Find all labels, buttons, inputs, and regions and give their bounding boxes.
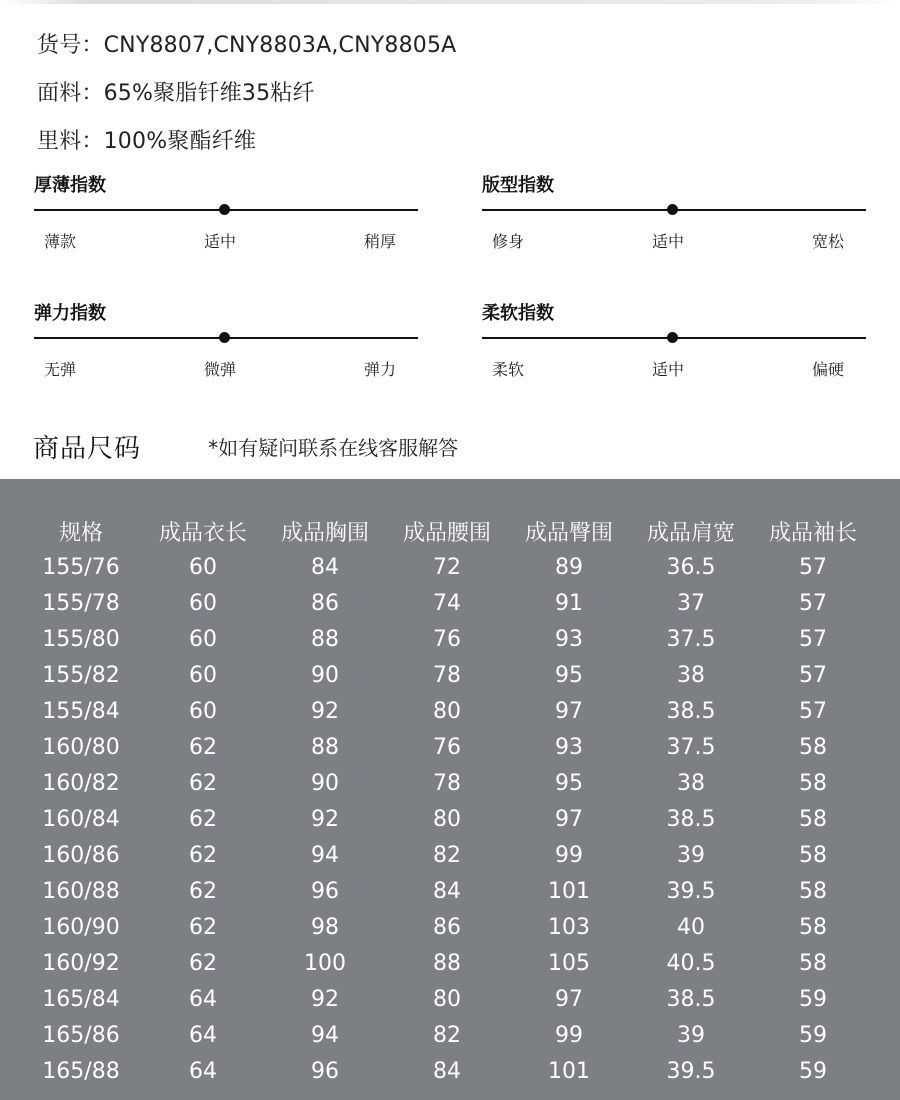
table-cell: 88	[311, 734, 339, 760]
table-cell: 58	[799, 806, 827, 832]
index-marker	[667, 204, 678, 215]
table-cell: 58	[799, 914, 827, 940]
table-cell: 62	[189, 842, 217, 868]
table-cell: 91	[555, 590, 583, 616]
table-cell: 64	[189, 1058, 217, 1084]
index-label-mid: 适中	[652, 232, 685, 251]
table-cell: 57	[799, 590, 827, 616]
size-chart-header	[33, 428, 458, 465]
table-cell: 60	[189, 662, 217, 688]
table-cell: 103	[548, 914, 590, 940]
table-cell: 80	[433, 806, 461, 832]
size-table-panel	[0, 479, 900, 1100]
table-cell: 58	[799, 950, 827, 976]
table-cell: 93	[555, 734, 583, 760]
table-cell: 92	[311, 698, 339, 724]
table-cell: 84	[311, 554, 339, 580]
table-cell: 93	[555, 626, 583, 652]
index-label-right: 偏硬	[812, 360, 845, 379]
table-cell: 155/76	[42, 554, 120, 580]
size-table-header-cell: 成品胸围	[280, 520, 369, 546]
table-cell: 58	[799, 842, 827, 868]
table-cell: 58	[799, 878, 827, 904]
table-cell: 82	[433, 1022, 461, 1048]
index-title: 版型指数	[482, 175, 554, 196]
table-cell: 62	[189, 914, 217, 940]
table-cell: 60	[189, 698, 217, 724]
table-cell: 57	[799, 554, 827, 580]
size-table-header-cell: 成品臀围	[524, 520, 613, 546]
table-cell: 62	[189, 806, 217, 832]
table-cell: 165/86	[42, 1022, 120, 1048]
table-cell: 160/86	[42, 842, 120, 868]
index-label-right: 宽松	[812, 232, 845, 251]
table-cell: 95	[555, 770, 583, 796]
table-cell: 64	[189, 1022, 217, 1048]
table-cell: 155/78	[42, 590, 120, 616]
table-cell: 160/88	[42, 878, 120, 904]
table-cell: 58	[799, 734, 827, 760]
table-cell: 60	[189, 626, 217, 652]
table-cell: 62	[189, 734, 217, 760]
table-cell: 84	[433, 878, 461, 904]
size-table	[20, 513, 874, 1089]
table-row	[20, 873, 874, 909]
table-cell: 165/84	[42, 986, 120, 1012]
table-cell: 62	[189, 878, 217, 904]
index-title: 弹力指数	[34, 303, 106, 324]
table-cell: 97	[555, 986, 583, 1012]
table-row	[20, 837, 874, 873]
table-row	[20, 1017, 874, 1053]
table-cell: 60	[189, 554, 217, 580]
table-cell: 76	[433, 626, 461, 652]
table-cell: 38	[677, 662, 705, 688]
table-cell: 40.5	[666, 950, 716, 976]
table-cell: 92	[311, 806, 339, 832]
table-row	[20, 945, 874, 981]
table-cell: 101	[548, 1058, 590, 1084]
index-label-left: 无弹	[44, 360, 77, 379]
table-cell: 39	[677, 1022, 705, 1048]
table-row	[20, 729, 874, 765]
table-cell: 38.5	[666, 698, 716, 724]
softness-index	[482, 299, 868, 389]
table-cell: 59	[799, 1022, 827, 1048]
table-row	[20, 765, 874, 801]
table-cell: 90	[311, 662, 339, 688]
table-cell: 160/90	[42, 914, 120, 940]
table-cell: 38.5	[666, 806, 716, 832]
table-cell: 39.5	[666, 1058, 716, 1084]
table-cell: 78	[433, 662, 461, 688]
table-cell: 96	[311, 1058, 339, 1084]
table-cell: 39.5	[666, 878, 716, 904]
index-label-mid: 适中	[204, 232, 237, 251]
table-cell: 89	[555, 554, 583, 580]
lining-composition: 里料：100%聚酯纤维	[37, 129, 257, 154]
table-cell: 62	[189, 770, 217, 796]
table-cell: 88	[311, 626, 339, 652]
table-cell: 37.5	[666, 734, 716, 760]
table-cell: 80	[433, 986, 461, 1012]
index-label-left: 薄款	[44, 232, 77, 251]
table-cell: 62	[189, 950, 217, 976]
table-cell: 97	[555, 806, 583, 832]
table-cell: 57	[799, 626, 827, 652]
top-divider	[0, 0, 900, 4]
index-title: 厚薄指数	[34, 175, 106, 196]
table-row	[20, 909, 874, 945]
table-row	[20, 657, 874, 693]
table-cell: 88	[433, 950, 461, 976]
table-cell: 64	[189, 986, 217, 1012]
table-cell: 105	[548, 950, 590, 976]
index-label-left: 修身	[492, 232, 525, 251]
fabric-composition: 面料：65%聚脂钎维35粘纤	[37, 81, 315, 106]
table-cell: 39	[677, 842, 705, 868]
table-row	[20, 1053, 874, 1089]
table-cell: 99	[555, 842, 583, 868]
table-cell: 94	[311, 842, 339, 868]
table-cell: 155/80	[42, 626, 120, 652]
table-cell: 84	[433, 1058, 461, 1084]
index-label-mid: 适中	[652, 360, 685, 379]
table-cell: 59	[799, 1058, 827, 1084]
table-row	[20, 621, 874, 657]
table-cell: 160/84	[42, 806, 120, 832]
item-number: 货号：CNY8807,CNY8803A,CNY8805A	[37, 33, 457, 58]
table-cell: 60	[189, 590, 217, 616]
index-marker	[667, 332, 678, 343]
size-table-body	[20, 549, 874, 1089]
fit-index	[482, 171, 868, 261]
table-cell: 155/82	[42, 662, 120, 688]
table-cell: 160/92	[42, 950, 120, 976]
table-cell: 95	[555, 662, 583, 688]
table-cell: 96	[311, 878, 339, 904]
table-cell: 40	[677, 914, 705, 940]
table-row	[20, 801, 874, 837]
index-title: 柔软指数	[482, 303, 554, 324]
size-chart-title: 商品尺码	[33, 434, 142, 464]
table-row	[20, 693, 874, 729]
table-cell: 72	[433, 554, 461, 580]
index-label-left: 柔软	[492, 360, 525, 379]
table-cell: 98	[311, 914, 339, 940]
table-cell: 78	[433, 770, 461, 796]
table-cell: 86	[311, 590, 339, 616]
table-cell: 80	[433, 698, 461, 724]
table-cell: 97	[555, 698, 583, 724]
table-cell: 37.5	[666, 626, 716, 652]
table-cell: 82	[433, 842, 461, 868]
table-cell: 160/82	[42, 770, 120, 796]
table-cell: 155/84	[42, 698, 120, 724]
size-table-header-cell: 成品袖长	[768, 520, 857, 546]
size-table-header-row	[20, 513, 874, 549]
table-cell: 74	[433, 590, 461, 616]
table-cell: 92	[311, 986, 339, 1012]
size-table-header-cell: 成品衣长	[158, 520, 247, 546]
table-row	[20, 981, 874, 1017]
table-cell: 38.5	[666, 986, 716, 1012]
table-row	[20, 585, 874, 621]
table-cell: 90	[311, 770, 339, 796]
size-table-header-cell: 成品肩宽	[646, 520, 735, 546]
size-chart-note: *如有疑问联系在线客服解答	[208, 436, 459, 460]
table-cell: 58	[799, 770, 827, 796]
index-label-right: 弹力	[364, 360, 397, 379]
table-cell: 165/88	[42, 1058, 120, 1084]
index-marker	[219, 204, 230, 215]
thickness-index	[34, 171, 420, 261]
table-cell: 99	[555, 1022, 583, 1048]
table-cell: 57	[799, 662, 827, 688]
index-label-mid: 微弹	[204, 360, 237, 379]
size-table-header-cell: 成品腰围	[402, 520, 491, 546]
table-cell: 59	[799, 986, 827, 1012]
table-cell: 100	[304, 950, 346, 976]
index-label-right: 稍厚	[364, 232, 397, 251]
table-cell: 101	[548, 878, 590, 904]
size-table-header-cell: 规格	[58, 520, 103, 546]
table-cell: 36.5	[666, 554, 716, 580]
index-marker	[219, 332, 230, 343]
elasticity-index	[34, 299, 420, 389]
table-cell: 37	[677, 590, 705, 616]
table-row	[20, 549, 874, 585]
table-cell: 57	[799, 698, 827, 724]
table-cell: 160/80	[42, 734, 120, 760]
table-cell: 38	[677, 770, 705, 796]
table-cell: 94	[311, 1022, 339, 1048]
table-cell: 86	[433, 914, 461, 940]
table-cell: 76	[433, 734, 461, 760]
